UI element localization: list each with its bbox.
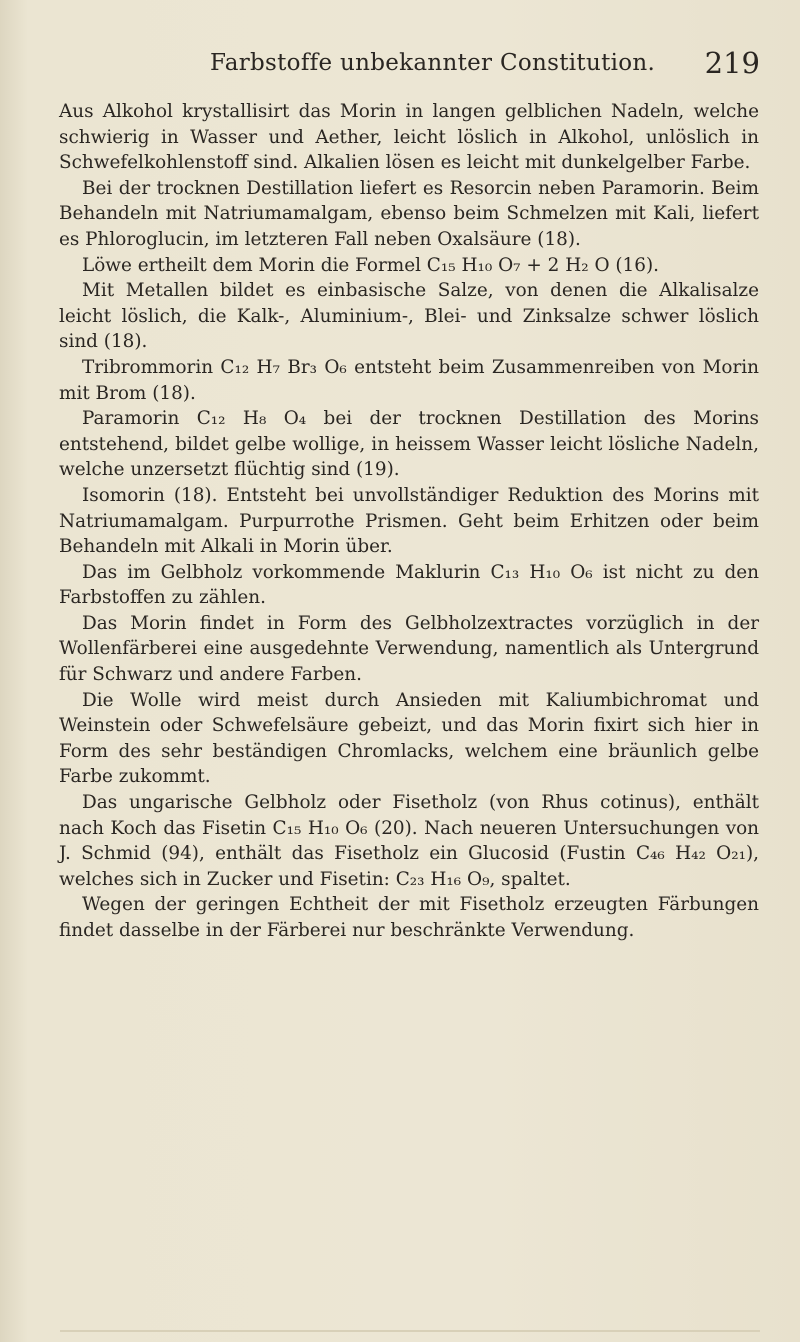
paragraph: Löwe ertheilt dem Morin die Formel C₁₅ H₁₀ O₇ + 2 H₂ O (16). [82,254,659,276]
paragraph: Isomorin (18). Entsteht bei unvollständiger Reduktion des Morins mit Natriumamalgam. Purpurrothe Prismen. Geht beim Erhitzen oder beim Behandeln mit Alkali in Morin über. [59,484,759,558]
paragraph: Wegen der geringen Echtheit der mit Fisetholz erzeugten Färbungen findet dasselbe in der Färberei nur beschränkte Verwendung. [59,894,759,941]
page-number: 219 [704,46,760,80]
page-header [60,46,760,86]
paragraph: Das ungarische Gelbholz oder Fisetholz (von Rhus cotinus), enthält nach Koch das Fisetin C₁₅ H₁₀ O₆ (20). Nach neueren Untersuchungen von J. Schmid (94), enthält das Fisetholz ein Glucosid (Fustin C₄₆ H₄₂ O₂₁), welches sich in Zucker und Fisetin: C₂₃ H₁₆ O₉, spaltet. [59,792,759,890]
paragraph: Paramorin C₁₂ H₈ O₄ bei der trocknen Destillation des Morins entstehend, bildet gelbe wollige, in heissem Wasser leicht lösliche Nadeln, welche unzersetzt flüchtig sind (19). [59,408,759,481]
page-bottom-edge [60,1330,760,1332]
paragraph: Aus Alkohol krystallisirt das Morin in langen gelblichen Nadeln, welche schwierig in Wasser und Aether, leicht löslich in Alkohol, unlöslich in Schwefelkohlenstoff sind. Alkalien lösen es leicht mit dunkelgelber Farbe. [59,101,759,174]
paragraph: Das im Gelbholz vorkommende Maklurin C₁₃ H₁₀ O₆ ist nicht zu den Farbstoffen zu zählen. [59,561,759,609]
paragraph: Tribrommorin C₁₂ H₇ Br₃ O₆ entsteht beim Zusammenreiben von Morin mit Brom (18). [59,356,759,404]
body-text [59,99,759,944]
paragraph: Bei der trocknen Destillation liefert es Resorcin neben Paramorin. Beim Behandeln mit Natriumamalgam, ebenso beim Schmelzen mit Kali, liefert es Phloroglucin, im letzteren Fall neben Oxalsäure (18). [59,177,759,250]
paragraph: Die Wolle wird meist durch Ansieden mit Kaliumbichromat und Weinstein oder Schwefelsäure gebeizt, und das Morin fixirt sich hier in Form des sehr beständigen Chromlacks, welchem eine bräunlich gelbe Farbe zukommt. [59,689,759,788]
running-title: Farbstoffe unbekannter Constitution. [210,50,656,76]
paragraph: Das Morin findet in Form des Gelbholzextractes vorzüglich in der Wollenfärberei eine ausgedehnte Verwendung, namentlich als Untergrund für Schwarz und andere Farben. [59,612,759,686]
paragraph: Mit Metallen bildet es einbasische Salze, von denen die Alkalisalze leicht löslich, die Kalk-, Aluminium-, Blei- und Zinksalze schwer löslich sind (18). [59,280,759,353]
